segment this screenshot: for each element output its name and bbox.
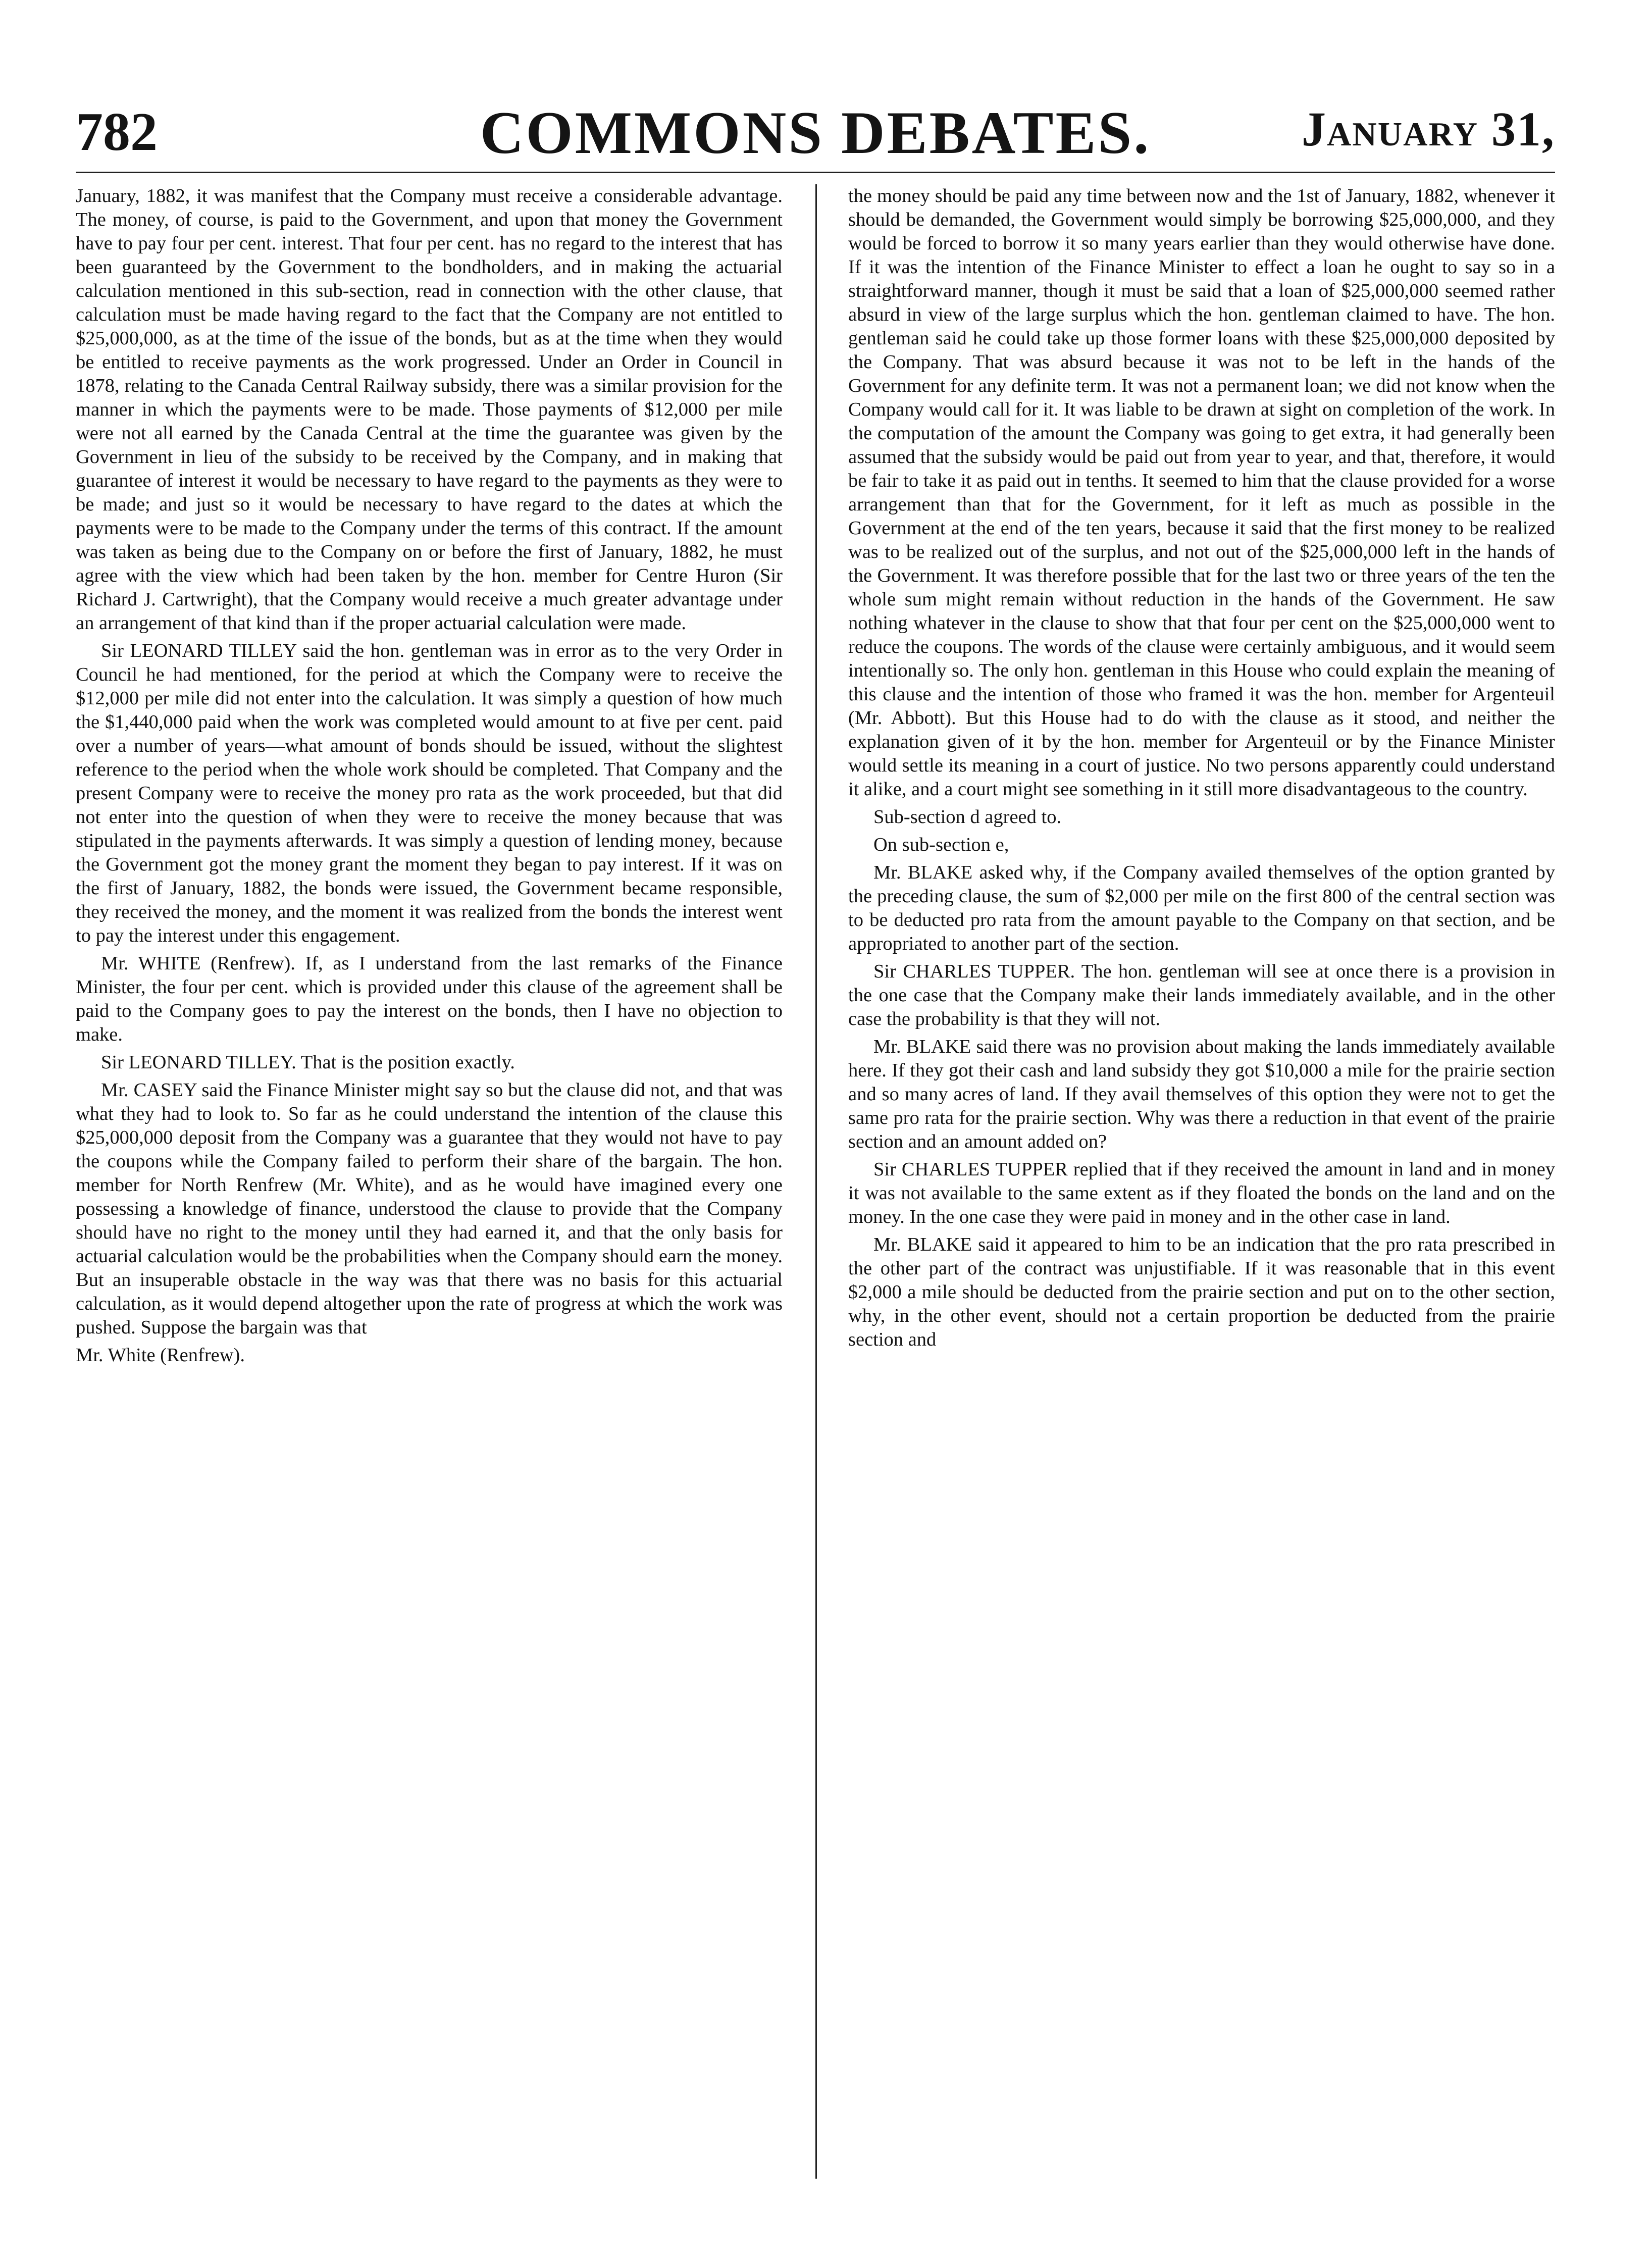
paragraph: Sir LEONARD TILLEY. That is the position exactly. bbox=[101, 1052, 515, 1073]
paragraph: Mr. CASEY said the Finance Minister might say so but the clause did not, and that was what they had to look to. So far as he could understand the intention of the clause this $25,000,000 deposit from the Company was a guarantee that they would not have to pay the coupons while the Company failed to perform their share of the bargain. The hon. member for North Renfrew (Mr. White), and as he would have imagined every one possessing a knowledge of finance, understood the clause to provide that the Company should have no right to the money until they had earned it, and that the only basis for actuarial calculation would be the probabilities when the Company should earn the money. But an insuperable obstacle in the way was that there was no basis for this actuarial calculation, as it would depend altogether upon the rate of progress at which the work was pushed. Suppose the bargain was that bbox=[76, 1079, 783, 1338]
header-rule bbox=[76, 172, 1555, 173]
paragraph: Mr. WHITE (Renfrew). If, as I understand from the last remarks of the Finance Minister, the four per cent. which is provided under this clause of the agreement shall be paid to the Company goes to pay the interest on the bonds, then I have no objection to make. bbox=[76, 953, 783, 1045]
column-footer-speaker: Mr. White (Renfrew). bbox=[76, 1345, 245, 1366]
paragraph: On sub-section e, bbox=[873, 834, 1009, 855]
paragraph: Sir CHARLES TUPPER replied that if they received the amount in land and in money it was not available to the same extent as if they floated the bonds on the land and on the money. In the one case they were paid in money and in the other case in land. bbox=[848, 1159, 1555, 1227]
paragraph: Mr. BLAKE asked why, if the Company availed themselves of the option granted by the preceding clause, the sum of $2,000 per mile on the first 800 of the central section was to be deducted pro rata from the amount payable to the Company on that section, and be appropriated to another part of the section. bbox=[848, 862, 1555, 954]
page-header bbox=[76, 101, 1555, 187]
paragraph: January, 1882, it was manifest that the Company must receive a considerable advantage. The money, of course, is paid to the Government, and upon that money the Government have to pay four per cent. interest. That four per cent. has no regard to the interest that has been guaranteed by the Government to the bondholders, and in making the actuarial calculation mentioned in this sub-section, read in connection with the other clause, that calculation must be made having regard to the fact that the Company are not entitled to $25,000,000, as at the time of the issue of the bonds, but as at the time when they would be entitled to receive payments as the work progressed. Under an Order in Council in 1878, relating to the Canada Central Railway subsidy, there was a similar provision for the manner in which the payments were to be made. Those payments of $12,000 per mile were not all earned by the Canada Central at the time the guarantee was given by the Government in lieu of the subsidy to be received by the Company, and in making that guarantee of interest it would be necessary to have regard to the payments as they were to be made; and just so it would be necessary to have regard to the dates at which the payments were to be made to the Company under the terms of this contract. If the amount was taken as being due to the Company on or before the first of January, 1882, he must agree with the view which had been taken by the hon. member for Centre Huron (Sir Richard J. Cartwright), that the Company would receive a much greater advantage under an arrangement of that kind than if the proper actuarial calculation were made. bbox=[76, 185, 783, 634]
paragraph: Sir LEONARD TILLEY said the hon. gentleman was in error as to the very Order in Council he had mentioned, for the period at which the Company were to receive the $12,000 per mile did not enter into the calculation. It was simply a question of how much the $1,440,000 paid when the work was completed would amount to at five per cent. paid over a number of years—what amount of bonds should be issued, without the slightest reference to the period when the whole work should be completed. That Company and the present Company were to receive the money pro rata as the work proceeded, but that did not enter into the question of when they were to receive the money because that was stipulated in the payments afterwards. It was simply a question of lending money, because the Government got the money grant the moment they began to pay interest. If it was on the first of January, 1882, the bonds were issued, the Government became responsible, they received the money, and the moment it was realized from the bonds the interest went to pay the interest under this engagement. bbox=[76, 640, 783, 946]
page-number: 782 bbox=[76, 102, 158, 162]
paragraph: the money should be paid any time between now and the 1st of January, 1882, whenever it should be demanded, the Government would simply be borrowing $25,000,000, and they would be forced to borrow it so many years earlier than they would otherwise have done. If it was the intention of the Finance Minister to effect a loan he ought to say so in a straightforward manner, though it must be said that a loan of $25,000,000 seemed rather absurd in view of the large surplus which the hon. gentleman claimed to have. The hon. gentleman said he could take up those former loans with these $25,000,000 deposited by the Company. That was absurd because it was not to be left in the hands of the Government for any definite term. It was not a permanent loan; we did not know when the Company would call for it. It was liable to be drawn at sight on completion of the work. In the computation of the amount the Company was going to get extra, it had generally been assumed that the subsidy would be paid out from year to year, and that, therefore, it would be fair to take it as paid out in tenths. It seemed to him that the clause provided for a worse arrangement than that for the Government, for it left as much as possible in the Government at the end of the ten years, because it said that the first money to be realized was to be realized out of the surplus, and not out of the $25,000,000 left in the hands of the Government. It was therefore possible that for the last two or three years of the ten the whole sum might remain without reduction in the hands of the Government. He saw nothing whatever in the clause to show that that four per cent on the $25,000,000 went to reduce the coupons. The words of the clause were certainly ambiguous, and it would seem intentionally so. The only hon. gentleman in this House who could explain the meaning of this clause and the intention of those who framed it was the hon. member for Argenteuil (Mr. Abbott). But this House had to do with the clause as it stood, and neither the explanation given of it by the hon. member for Argenteuil or by the Finance Minister would settle its meaning in a court of justice. No two persons apparently could understand it alike, and a court might see something in it still more disadvantageous to the country. bbox=[848, 185, 1555, 800]
paragraph: Mr. BLAKE said it appeared to him to be an indication that the pro rata prescribed in the other part of the contract was unjustifiable. If it was reasonable that in this event $2,000 a mile should be deducted from the prairie section and put on to the other section, why, in the other event, should not a certain proportion be deducted from the prairie section and bbox=[848, 1234, 1555, 1350]
right-column bbox=[848, 184, 1555, 2179]
column-divider bbox=[815, 184, 817, 2179]
paragraph: Sub-section d agreed to. bbox=[873, 806, 1062, 828]
text-columns bbox=[76, 184, 1555, 2179]
paragraph: Sir CHARLES TUPPER. The hon. gentleman will see at once there is a provision in the one case that the Company make their lands immediately available, and in the other case the probability is that they will not. bbox=[848, 961, 1555, 1029]
left-column bbox=[76, 184, 783, 2179]
publication-title: COMMONS DEBATES. bbox=[480, 99, 1151, 166]
paragraph: Mr. BLAKE said there was no provision about making the lands immediately available here. If they got their cash and land subsidy they got $10,000 a mile for the prairie section and so many acres of land. If they avail themselves of this option they were not to get the same pro rata for the prairie section. Why was there a reduction in that event of the prairie section and an amount added on? bbox=[848, 1036, 1555, 1152]
page-date: January 31, bbox=[1302, 102, 1555, 156]
